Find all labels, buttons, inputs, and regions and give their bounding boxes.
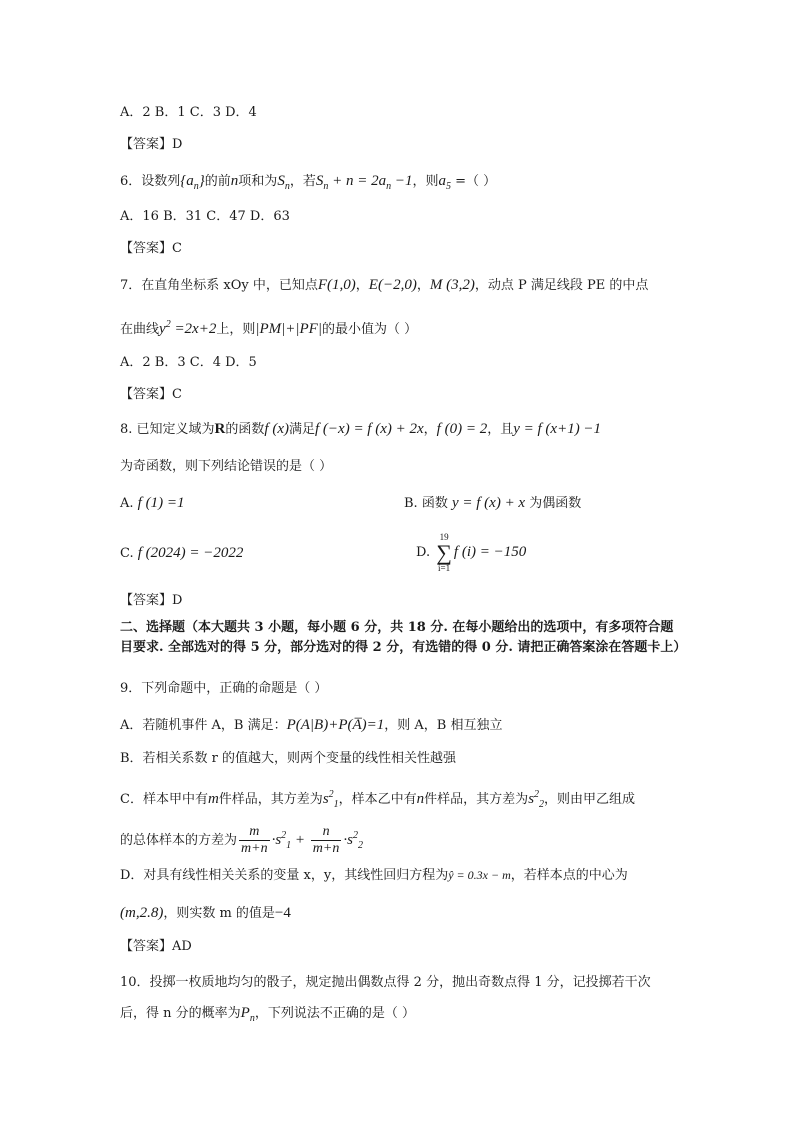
summation-symbol: 19 ∑ i=1 — [436, 531, 452, 573]
q8-option-c: C. f (2024) = −2022 — [120, 545, 244, 561]
q8-answer: 【答案】D — [120, 593, 183, 608]
q9-option-c-line1: C．样本甲中有m件样品，其方差为$s^2_1$，样本乙中有n件样品，其方差为$s^2_2$，则由甲乙组成 — [120, 789, 636, 810]
q7-stem-line1: 7．在直角坐标系 xOy 中，已知点F(1,0)，E(−2,0)，M (3,2)，动点 P 满足线段 PE 的中点 — [120, 277, 649, 293]
q8-stem-line1: 8. 已知定义域为R的函数f (x)满足f (−x) = f (x) + 2x，f (0) = 2，且y = f (x+1) −1 — [120, 421, 602, 437]
q9-answer: 【答案】AD — [120, 939, 192, 954]
q6-options: A．16 B．31 C．47 D．63 — [120, 209, 290, 224]
section-2-heading: 二、选择题（本大题共 3 小题，每小题 6 分，共 18 分. 在每小题给出的选项中，有多项符合题目要求. 全部选对的得 5 分，部分选对的得 2 分，有选错的得 0 分. 请把正确答案涂在答题卡上） — [120, 620, 687, 655]
q8-option-d: D. 19 ∑ i=1 f (i) = −150 — [416, 531, 527, 573]
q10-stem-line1: 10．投掷一枚质地均匀的骰子，规定抛出偶数点得 2 分，抛出奇数点得 1 分，记投掷若干次 — [120, 975, 651, 990]
q8-option-a: A. f (1) =1 — [120, 495, 185, 511]
q9-option-a: A．若随机事件 A，B 满足：P(A|B)+P(A̅)=1，则 A，B 相互独立 — [120, 717, 503, 733]
q6-answer: 【答案】C — [120, 241, 182, 256]
q10-stem-line2: 后，得 n 分的概率为$P_n$，下列说法不正确的是（ ） — [120, 1005, 415, 1024]
q7-answer: 【答案】C — [120, 387, 182, 402]
q8-option-b: B. 函数 y = f (x) + x 为偶函数 — [404, 495, 582, 511]
fraction-n: $\frac{n}{m+n}$ — [312, 824, 340, 856]
q7-options: A．2 B．3 C．4 D．5 — [120, 355, 257, 370]
q9-option-b: B．若相关系数 r 的值越大，则两个变量的线性相关性越强 — [120, 751, 457, 766]
fraction-m: $\frac{m}{m+n}$ — [241, 824, 268, 856]
q9-option-d-line1: D．对具有线性相关关系的变量 x，y，其线性回归方程为ŷ = 0.3x − m，若样本点的中心为 — [120, 868, 628, 883]
q5-options: A．2 B．1 C．3 D．4 — [120, 105, 257, 120]
q9-stem: 9．下列命题中，正确的命题是（ ） — [120, 681, 328, 696]
q9-option-d-line2: (m,2.8)，则实数 m 的值是−4 — [120, 905, 291, 921]
q5-answer: 【答案】D — [120, 137, 183, 152]
q9-option-c-line2: 的总体样本的方差为 $\frac{m}{m+n}$ $\cdot s^2_1$ + $\frac{n}{m+n}$ $\cdot s^2_2$ — [120, 824, 363, 856]
q8-stem-line2: 为奇函数，则下列结论错误的是（ ） — [120, 459, 333, 474]
q7-stem-line2: 在曲线$y^2 =2x+2$上，则|PM|+|PF|的最小值为（ ） — [120, 319, 418, 337]
q6-stem: 6．设数列$\{a_n\}$的前n项和为$S_n$，若$S_n + n = 2a_n -1$，则$a_5$ =（ ） — [120, 173, 497, 192]
